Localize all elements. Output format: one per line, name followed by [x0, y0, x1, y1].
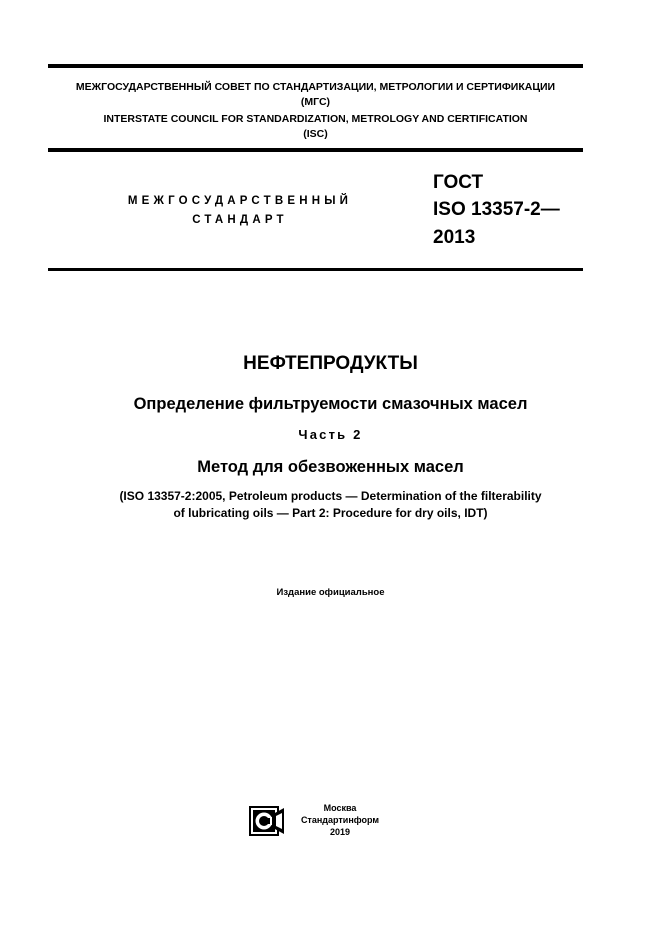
council-abbr-ru: (МГС): [300, 96, 331, 108]
bottom-divider: [48, 268, 583, 271]
part-label: Часть 2: [298, 427, 363, 442]
iso-reference-line1: (ISO 13357-2:2005, Petroleum products — Determination of the filterability: [119, 489, 542, 503]
council-name-ru: [48, 80, 583, 110]
council-name-en-line1: INTERSTATE COUNCIL FOR STANDARDIZATION, METROLOGY AND CERTIFICATION: [103, 113, 528, 125]
method-title: Метод для обезвоженных масел: [197, 458, 464, 476]
document-title: НЕФТЕПРОДУКТЫ: [243, 353, 418, 374]
council-name-en: [48, 112, 583, 142]
iso-reference-line2: of lubricating oils — Part 2: Procedure for dry oils, IDT): [173, 506, 488, 520]
document-subtitle: Определение фильтруемости смазочных масел: [133, 395, 528, 413]
interstate-label-line2: СТАНДАРТ: [192, 214, 288, 226]
top-divider: [48, 64, 583, 68]
gost-year: 2013: [433, 227, 476, 248]
publication-year: 2019: [329, 827, 351, 837]
council-name-ru-line1: МЕЖГОСУДАРСТВЕННЫЙ СОВЕТ ПО СТАНДАРТИЗАЦИИ, МЕТРОЛОГИИ И СЕРТИФИКАЦИИ: [75, 81, 556, 93]
standartinform-logo-icon: [249, 806, 287, 836]
gost-number: ISO 13357-2—: [433, 199, 560, 220]
publisher-name: Стандартинформ: [300, 815, 380, 825]
interstate-label-line1: МЕЖГОСУДАРСТВЕННЫЙ: [127, 195, 353, 207]
publisher-city: Москва: [323, 803, 357, 813]
council-abbr-en: (ISC): [303, 128, 328, 140]
edition-note: Издание официальное: [276, 587, 385, 598]
gost-label: ГОСТ: [433, 172, 484, 193]
middle-divider: [48, 148, 583, 152]
